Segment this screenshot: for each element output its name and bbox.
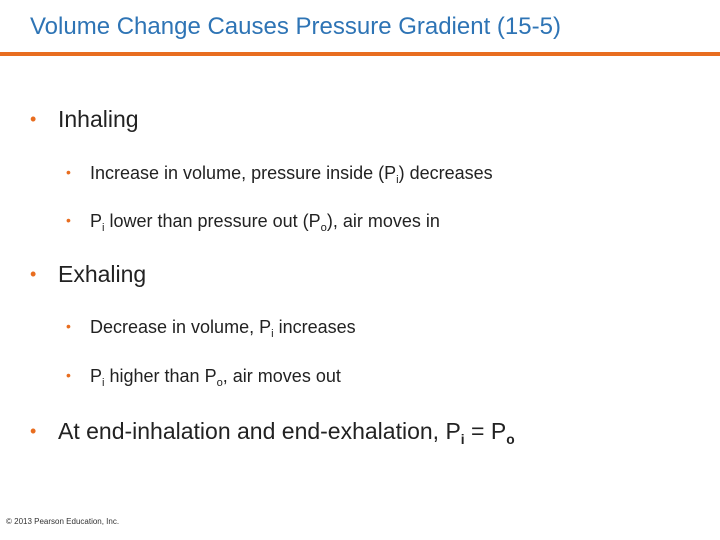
bullet-text: Inhaling [58, 106, 139, 132]
bullet-dot: • [30, 264, 37, 284]
sub-bullet-decrease-volume [66, 314, 356, 339]
bullet-equilibrium [30, 417, 515, 445]
sub-bullet-pi-higher [66, 363, 341, 388]
sub-bullet-text: , air moves out [222, 366, 341, 386]
copyright-footer: © 2013 Pearson Education, Inc. [6, 517, 120, 526]
subscript: i [271, 327, 274, 340]
bullet-dot: • [30, 421, 37, 441]
sub-bullet-text: P [90, 211, 103, 231]
sub-bullet-text: Increase in volume, pressure inside (P [90, 163, 397, 183]
bullet-dot: • [66, 164, 71, 180]
sub-bullet-text: ), air moves in [326, 211, 440, 231]
subscript: i [460, 431, 465, 447]
title-divider [0, 52, 720, 56]
sub-bullet-text: ) decreases [398, 163, 493, 183]
bullet-dot: • [66, 318, 71, 334]
sub-bullet-text: P [90, 366, 103, 386]
sub-bullet-text: higher than P [104, 366, 217, 386]
bullet-text: At end-inhalation and end-exhalation, P [58, 418, 461, 444]
subscript: i [396, 173, 399, 186]
subscript: o [320, 221, 327, 234]
slide-title: Volume Change Causes Pressure Gradient (15-5) [30, 13, 561, 40]
bullet-dot: • [66, 367, 71, 383]
bullet-text: Exhaling [58, 261, 147, 287]
subscript: i [102, 376, 105, 389]
sub-bullet-text: lower than pressure out (P [104, 211, 321, 231]
bullet-exhaling [30, 260, 146, 288]
sub-bullet-pi-lower [66, 208, 440, 233]
sub-bullet-increase-volume [66, 160, 493, 185]
bullet-dot: • [30, 109, 37, 129]
bullet-text: = P [464, 418, 507, 444]
subscript: o [506, 431, 515, 447]
sub-bullet-text: increases [273, 317, 356, 337]
bullet-inhaling [30, 105, 139, 133]
sub-bullet-text: Decrease in volume, P [90, 317, 272, 337]
subscript: o [216, 376, 223, 389]
subscript: i [102, 221, 105, 234]
bullet-dot: • [66, 212, 71, 228]
